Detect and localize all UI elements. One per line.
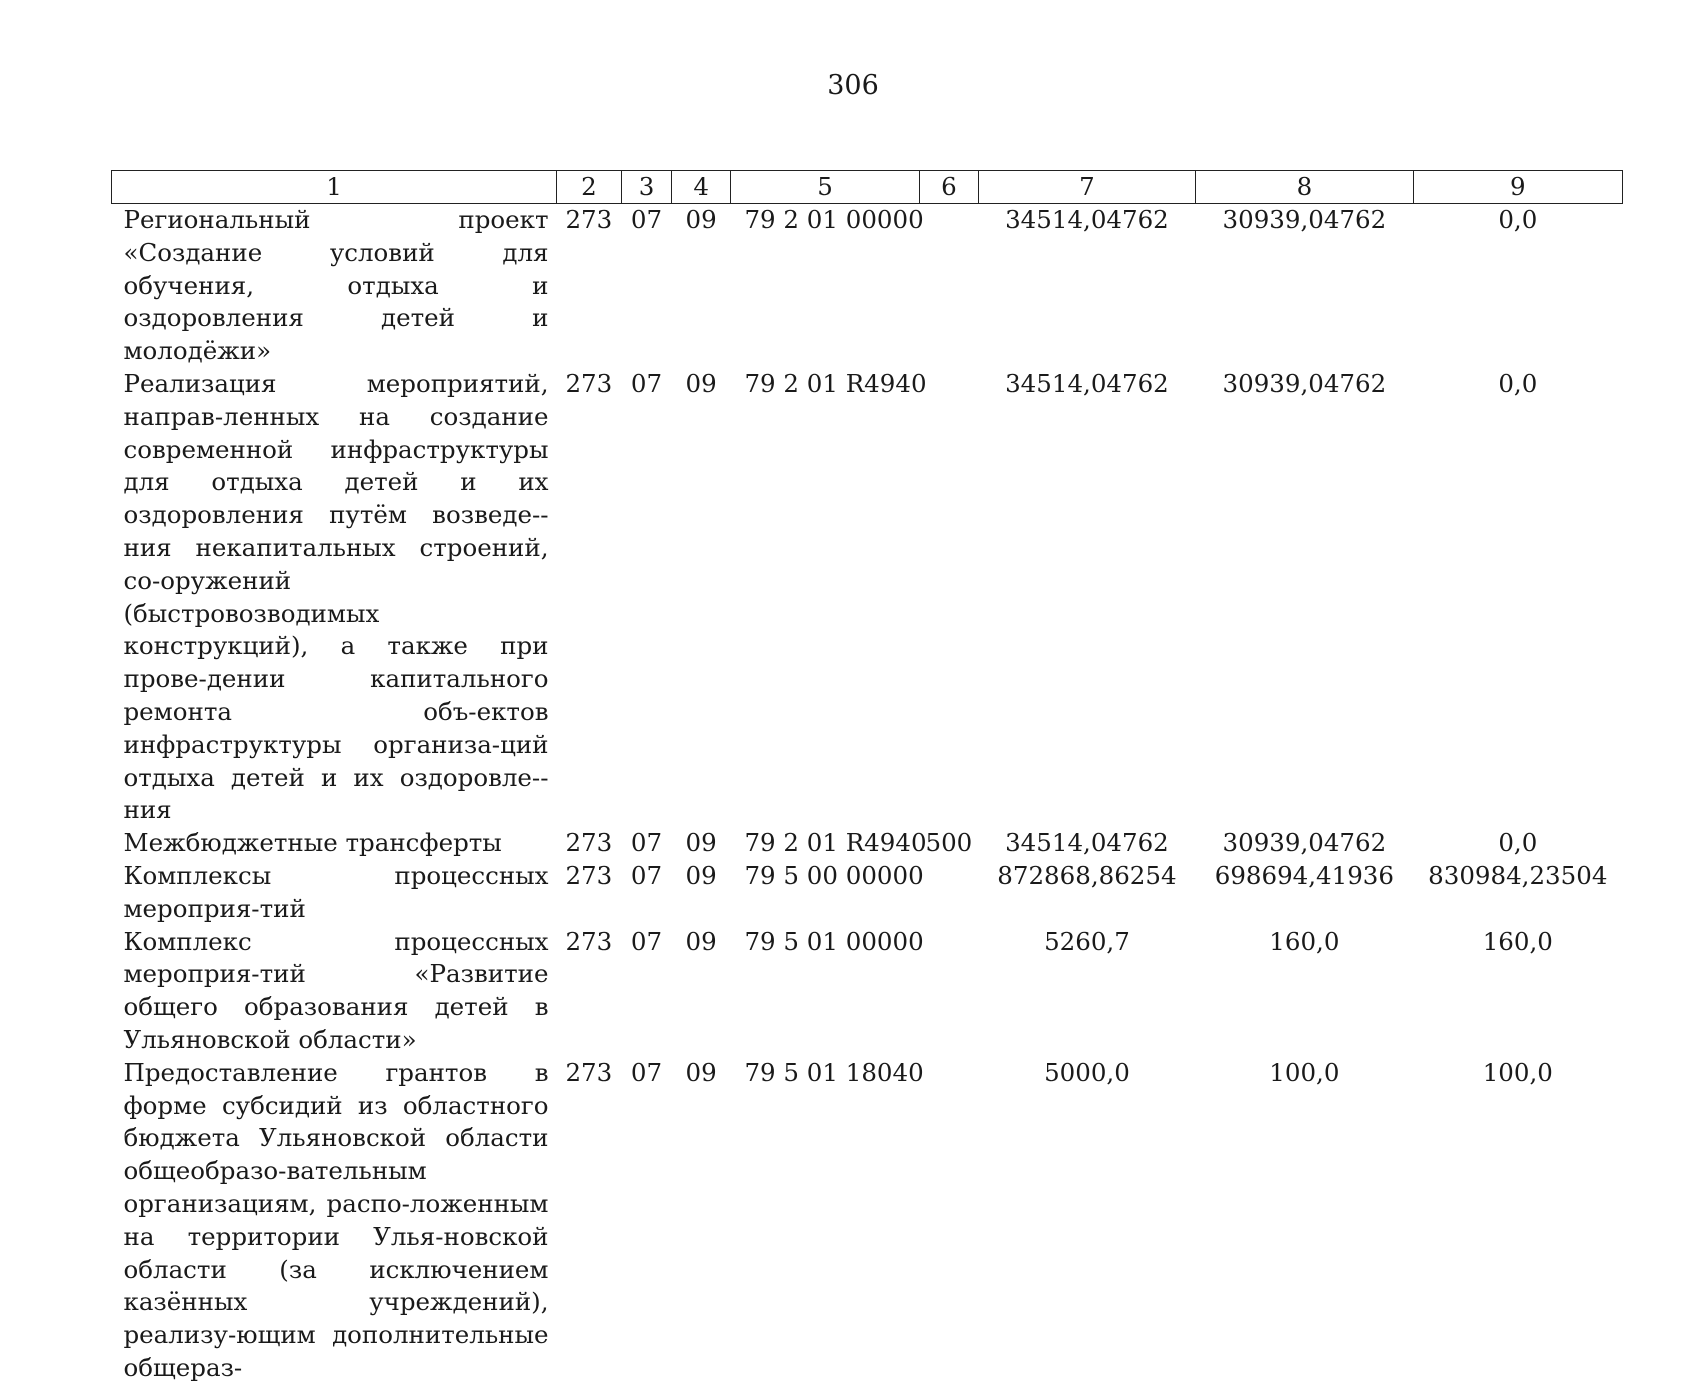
row-col-3: 07	[630, 860, 663, 890]
row-col-8: 100,0	[1269, 1057, 1340, 1087]
row-col-5: 79 2 01 R4940	[744, 828, 927, 858]
row-name: Региональный проект «Создание условий для обучения, отдыха и оздоровления детей и молодёжи»	[123, 205, 549, 366]
row-col-5: 79 5 00 00000	[744, 860, 924, 890]
header-col-4: 4	[672, 171, 731, 204]
row-col-3: 07	[630, 926, 663, 956]
row-col-3: 07	[630, 205, 663, 234]
table-row	[112, 860, 1623, 926]
row-col-2: 273	[565, 926, 613, 956]
header-col-8: 8	[1196, 171, 1413, 204]
row-col-9: 100,0	[1482, 1057, 1553, 1087]
row-col-4: 09	[685, 926, 717, 956]
row-col-8: 30939,04762	[1222, 205, 1387, 234]
row-col-4: 09	[685, 205, 717, 234]
row-col-9: 830984,23504	[1428, 860, 1608, 890]
row-col-3: 07	[630, 1057, 663, 1087]
row-col-9: 160,0	[1482, 926, 1553, 956]
row-col-3: 07	[630, 828, 663, 858]
row-name: Предоставление грантов в форме субсидий из областного бюджета Ульяновской области общеобразо-вательным организациям, распо-ложенным на территории Улья-новской области (за исключением казённых учреждений), реализу-ющим дополнительные общераз-	[123, 1057, 549, 1382]
row-col-7: 5260,7	[1044, 926, 1130, 956]
table-header	[112, 171, 1623, 204]
row-col-4: 09	[685, 828, 717, 858]
row-col-7: 872868,86254	[997, 860, 1177, 890]
row-col-4: 09	[685, 368, 717, 398]
row-name: Реализация мероприятий, направ-ленных на создание современной инфраструктуры для отдыха детей и их оздоровления путём возведе-ния некапитальных строений, со-оружений (быстровозводимых конструкций), а также при прове-дении капитального ремонта объ-ектов инфраструктуры организа-ций отдыха детей и их оздоровле-ния	[123, 368, 549, 825]
table-body	[112, 204, 1623, 1385]
row-col-2: 273	[565, 368, 613, 398]
row-col-5: 79 5 01 18040	[744, 1057, 924, 1087]
row-name: Комплекс процессных мероприя-тий «Развитие общего образования детей в Ульяновской области»	[123, 926, 549, 1054]
row-col-2: 273	[565, 205, 613, 234]
row-col-6	[920, 368, 979, 827]
header-col-3: 3	[621, 171, 672, 204]
row-col-7: 5000,0	[1044, 1057, 1130, 1087]
row-col-6	[920, 204, 979, 368]
row-col-6: 500	[925, 828, 973, 858]
budget-table	[111, 170, 1623, 1385]
table-row	[112, 926, 1623, 1057]
row-col-6	[920, 1057, 979, 1385]
table-row	[112, 1057, 1623, 1385]
row-col-2: 273	[565, 1057, 613, 1087]
row-col-5: 79 5 01 00000	[744, 926, 924, 956]
page-number: 306	[827, 70, 879, 101]
header-col-7: 7	[978, 171, 1195, 204]
row-col-8: 698694,41936	[1214, 860, 1394, 890]
row-col-5: 79 2 01 R4940	[744, 368, 927, 398]
header-col-2: 2	[557, 171, 622, 204]
row-col-2: 273	[565, 828, 613, 858]
header-row	[112, 171, 1623, 204]
row-col-8: 160,0	[1269, 926, 1340, 956]
row-col-6	[920, 926, 979, 1057]
row-col-8: 30939,04762	[1222, 828, 1387, 858]
header-col-6: 6	[920, 171, 979, 204]
row-col-7: 34514,04762	[1005, 205, 1169, 234]
row-col-4: 09	[685, 1057, 717, 1087]
row-col-3: 07	[630, 368, 663, 398]
row-col-8: 30939,04762	[1222, 368, 1387, 398]
row-col-5: 79 2 01 00000	[744, 205, 924, 234]
row-col-7: 34514,04762	[1005, 368, 1169, 398]
row-col-6	[920, 860, 979, 926]
table-row	[112, 827, 1623, 860]
row-name: Комплексы процессных мероприя-тий	[123, 860, 549, 923]
row-col-9: 0,0	[1498, 368, 1538, 398]
row-col-9: 0,0	[1498, 828, 1538, 858]
header-col-5: 5	[730, 171, 919, 204]
table-row	[112, 368, 1623, 827]
row-col-9: 0,0	[1498, 205, 1538, 234]
row-name: Межбюджетные трансферты	[123, 828, 502, 858]
table-row	[112, 204, 1623, 368]
header-col-9: 9	[1413, 171, 1622, 204]
row-col-4: 09	[685, 860, 717, 890]
header-col-1: 1	[112, 171, 557, 204]
row-col-2: 273	[565, 860, 613, 890]
row-col-7: 34514,04762	[1005, 828, 1169, 858]
